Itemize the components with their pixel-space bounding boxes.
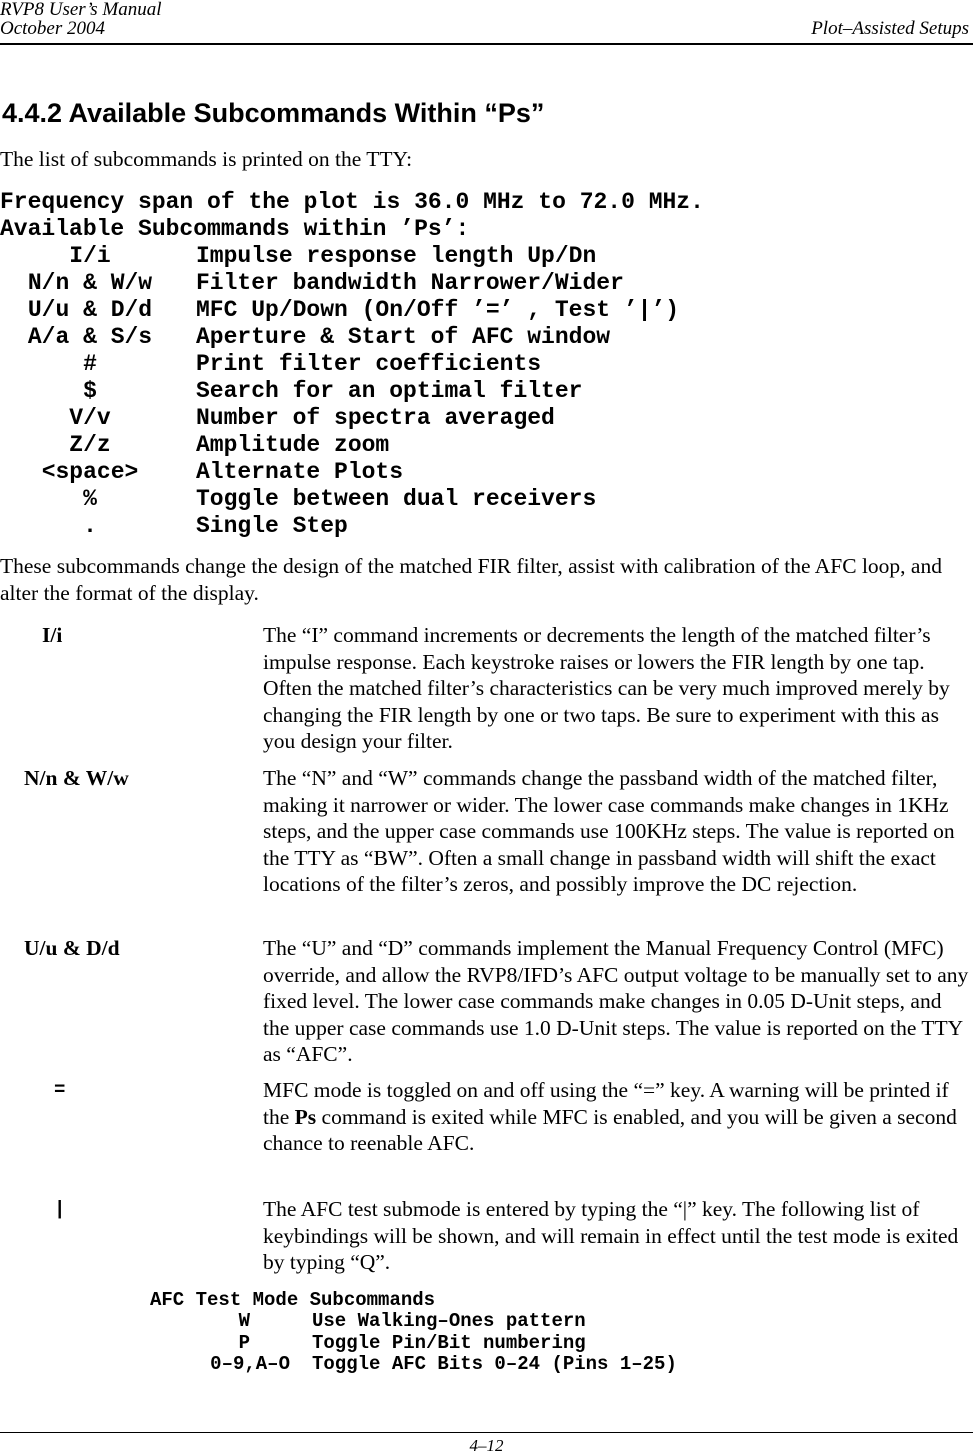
subcommand-desc: Search for an optimal filter bbox=[196, 378, 583, 404]
header-rule bbox=[0, 43, 973, 45]
afc-test-title: AFC Test Mode Subcommands bbox=[150, 1289, 436, 1311]
subcommand-key: . bbox=[83, 513, 97, 539]
tty-subcommands-heading: Available Subcommands within ’Ps’: bbox=[0, 216, 470, 242]
footer-rule bbox=[0, 1432, 973, 1433]
definition-text-bar: The AFC test submode is entered by typing the “|” key. The following list of keybindings will be shown, and will remain in effect until the test mode is exited by typing “Q”. bbox=[263, 1197, 959, 1274]
afc-test-desc: Use Walking–Ones pattern bbox=[312, 1310, 586, 1332]
subcommand-key: N/n & W/w bbox=[27, 270, 153, 296]
subcommand-desc: Number of spectra averaged bbox=[196, 405, 555, 431]
subcommand-desc: Amplitude zoom bbox=[196, 432, 390, 458]
afc-test-desc: Toggle AFC Bits 0–24 (Pins 1–25) bbox=[312, 1353, 677, 1375]
subcommand-desc: Aperture & Start of AFC window bbox=[196, 324, 611, 350]
afc-test-key: P bbox=[238, 1331, 250, 1354]
publication-date: October 2004 bbox=[0, 18, 106, 39]
subcommand-desc: Alternate Plots bbox=[196, 459, 404, 485]
chapter-title: Plot–Assisted Setups bbox=[811, 18, 969, 39]
tty-subcommand-list bbox=[0, 243, 973, 540]
manual-title: RVP8 User’s Manual bbox=[0, 0, 162, 20]
afc-test-key: 0–9,A–O bbox=[210, 1353, 290, 1375]
subcommand-desc: Filter bandwidth Narrower/Wider bbox=[196, 270, 624, 296]
subcommand-desc: Impulse response length Up/Dn bbox=[196, 243, 597, 269]
definition-text-u: The “U” and “D” commands implement the Manual Frequency Control (MFC) override, and allow the RVP8/IFD’s AFC output voltage to be manually set to any fixed level. The lower case commands make changes in 0.05 D-Unit steps, and the upper case commands use 1.0 D-Unit steps. The value is reported on the TTY as “AFC”. bbox=[263, 936, 969, 1066]
subcommand-key: U/u & D/d bbox=[27, 297, 153, 323]
definition-text-i: The “I” command increments or decrements the length of the matched filter’s impulse response. Each keystroke raises or lowers the FIR length by one tap. Often the matched filter’s characteristics can be very much improved merely by changing the FIR length by one or two taps. Be sure to experiment with this as you design your filter. bbox=[263, 623, 950, 753]
definition-text-n: The “N” and “W” commands change the passband width of the matched filter, making it narrower or wider. The lower case commands make changes in 1KHz steps, and the upper case commands use 100KHz steps. The value is reported on the TTY as “BW”. Often a small change in passband width will shift the exact locations of the filter’s zeros, and possibly improve the DC rejection. bbox=[263, 766, 955, 896]
afc-test-list bbox=[0, 1311, 973, 1377]
subcommand-key: % bbox=[83, 486, 97, 512]
tty-frequency-line: Frequency span of the plot is 36.0 MHz to 72.0 MHz. bbox=[0, 189, 704, 215]
page-number: 4–12 bbox=[469, 1436, 504, 1455]
definition-text-equals bbox=[263, 1077, 973, 1157]
subcommand-key: $ bbox=[83, 378, 97, 404]
afc-test-desc: Toggle Pin/Bit numbering bbox=[312, 1331, 586, 1354]
subcommand-desc: MFC Up/Down (On/Off ’=’ , Test ’|’) bbox=[196, 297, 680, 323]
subcommand-key: # bbox=[83, 351, 97, 377]
intro-text: The list of subcommands is printed on the TTY: bbox=[0, 147, 413, 171]
ps-command: Ps bbox=[294, 1104, 317, 1129]
definition-text-equals-part1: MFC mode is toggled on and off using the “=” key. A warning will be printed if the bbox=[263, 1078, 949, 1129]
afc-test-key: W bbox=[238, 1310, 250, 1332]
subcommand-key: <space> bbox=[41, 459, 139, 485]
definition-term-bar: | bbox=[54, 1198, 66, 1220]
subcommand-key: V/v bbox=[69, 405, 111, 431]
subcommand-desc: Print filter coefficients bbox=[196, 351, 542, 377]
subcommand-key: I/i bbox=[69, 243, 111, 269]
definition-term-i: I/i bbox=[42, 623, 63, 647]
subcommand-desc: Single Step bbox=[196, 513, 348, 539]
definition-text-equals-part2: command is exited while MFC is enabled, and you will be given a second chance to reenable AFC. bbox=[263, 1104, 957, 1155]
subcommand-key: A/a & S/s bbox=[27, 324, 153, 350]
definition-term-u: U/u & D/d bbox=[24, 936, 120, 960]
body-paragraph: These subcommands change the design of the matched FIR filter, assist with calibration of the AFC loop, and alter the format of the display. bbox=[0, 554, 942, 605]
subcommand-key: Z/z bbox=[69, 432, 111, 458]
definition-term-n: N/n & W/w bbox=[24, 766, 129, 790]
subcommand-desc: Toggle between dual receivers bbox=[196, 486, 597, 512]
definition-term-equals: = bbox=[54, 1079, 66, 1101]
section-title: 4.4.2 Available Subcommands Within “Ps” bbox=[2, 98, 545, 128]
